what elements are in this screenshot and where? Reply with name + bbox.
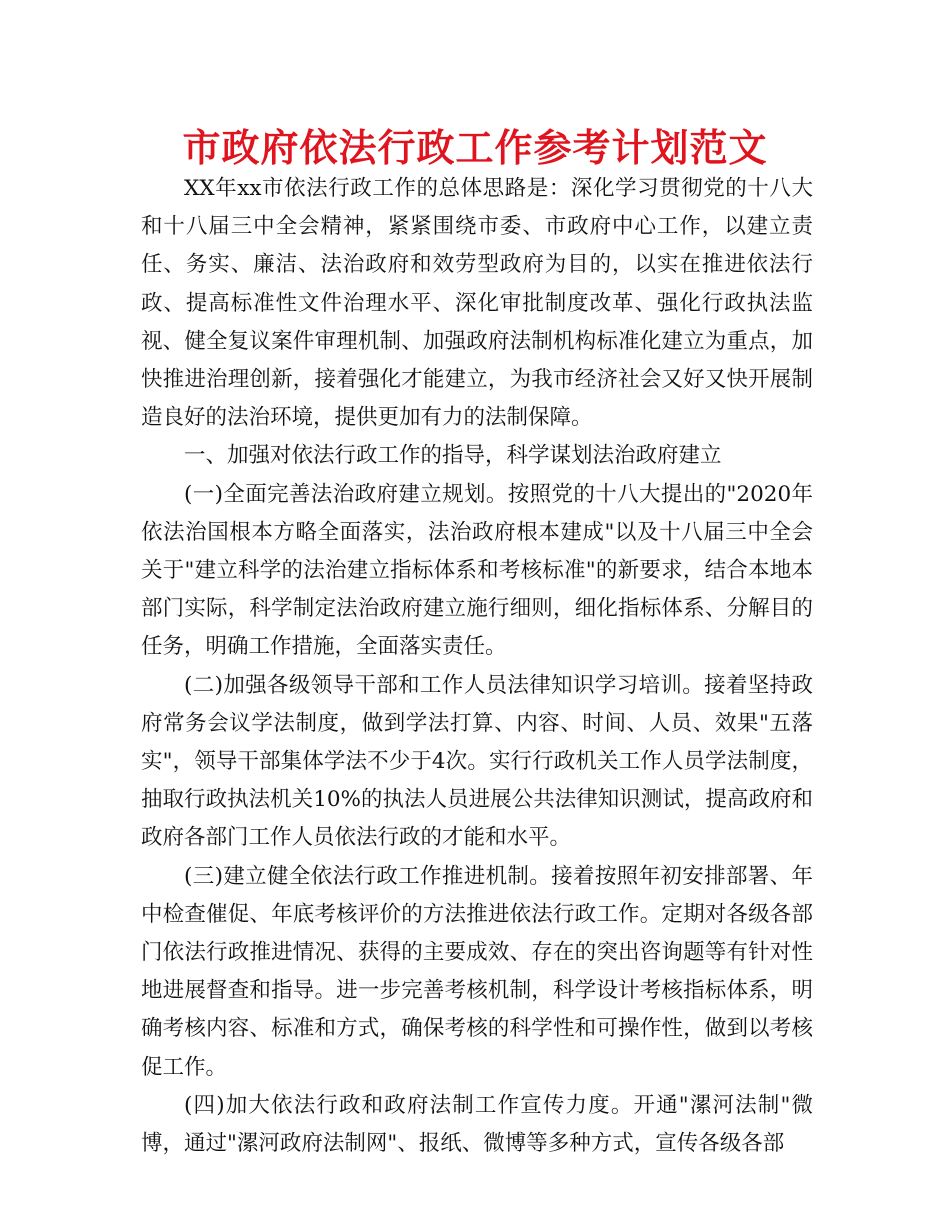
document-body (141, 170, 813, 1163)
paragraph-overview: XX年xx市依法行政工作的总体思路是：深化学习贯彻党的十八大和十八届三中全会精神，紧紧围绕市委、市政府中心工作，以建立责任、务实、廉洁、法治政府和效劳型政府为目的，以实在推进依法行政、提高标准性文件治理水平、深化审批制度改革、强化行政执法监视、健全复议案件审理机制、加强政府法制机构标准化建立为重点，加快推进治理创新，接着强化才能建立，为我市经济社会又好又快开展制造良好的法治环境，提供更加有力的法制保障。 (141, 176, 813, 431)
section-heading-1: 一、加强对依法行政工作的指导，科学谋划法治政府建立 (184, 443, 722, 469)
paragraph-item-3: (三)建立健全依法行政工作推进机制。接着按照年初安排部署、年中检查催促、年底考核评价的方法推进依法行政工作。定期对各级各部门依法行政推进情况、获得的主要成效、存在的突出咨询题等有针对性地进展督查和指导。进一步完善考核机制，科学设计考核指标体系，明确考核内容、标准和方式，确保考核的科学性和可操作性，做到以考核促工作。 (141, 863, 813, 1080)
paragraph-item-2: (二)加强各级领导干部和工作人员法律知识学习培训。接着坚持政府常务会议学法制度，做到学法打算、内容、时间、人员、效果"五落实"，领导干部集体学法不少于4次。实行行政机关工作人员学法制度，抽取行政执法机关10%的执法人员进展公共法律知识测试，提高政府和政府各部门工作人员依法行政的才能和水平。 (141, 672, 813, 851)
paragraph-item-1: (一)全面完善法治政府建立规划。按照党的十八大提出的"2020年依法治国根本方略全面落实，法治政府根本建成"以及十八届三中全会关于"建立科学的法治建立指标体系和考核标准"的新要求，结合本地本部门实际，科学制定法治政府建立施行细则，细化指标体系、分解目的任务，明确工作措施，全面落实责任。 (141, 481, 813, 660)
paragraph-item-4: (四)加大依法行政和政府法制工作宣传力度。开通"漯河法制"微博，通过"漯河政府法制网"、报纸、微博等多种方式，宣传各级各部 (141, 1092, 813, 1157)
document-title: 市政府依法行政工作参考计划范文 (182, 126, 768, 170)
